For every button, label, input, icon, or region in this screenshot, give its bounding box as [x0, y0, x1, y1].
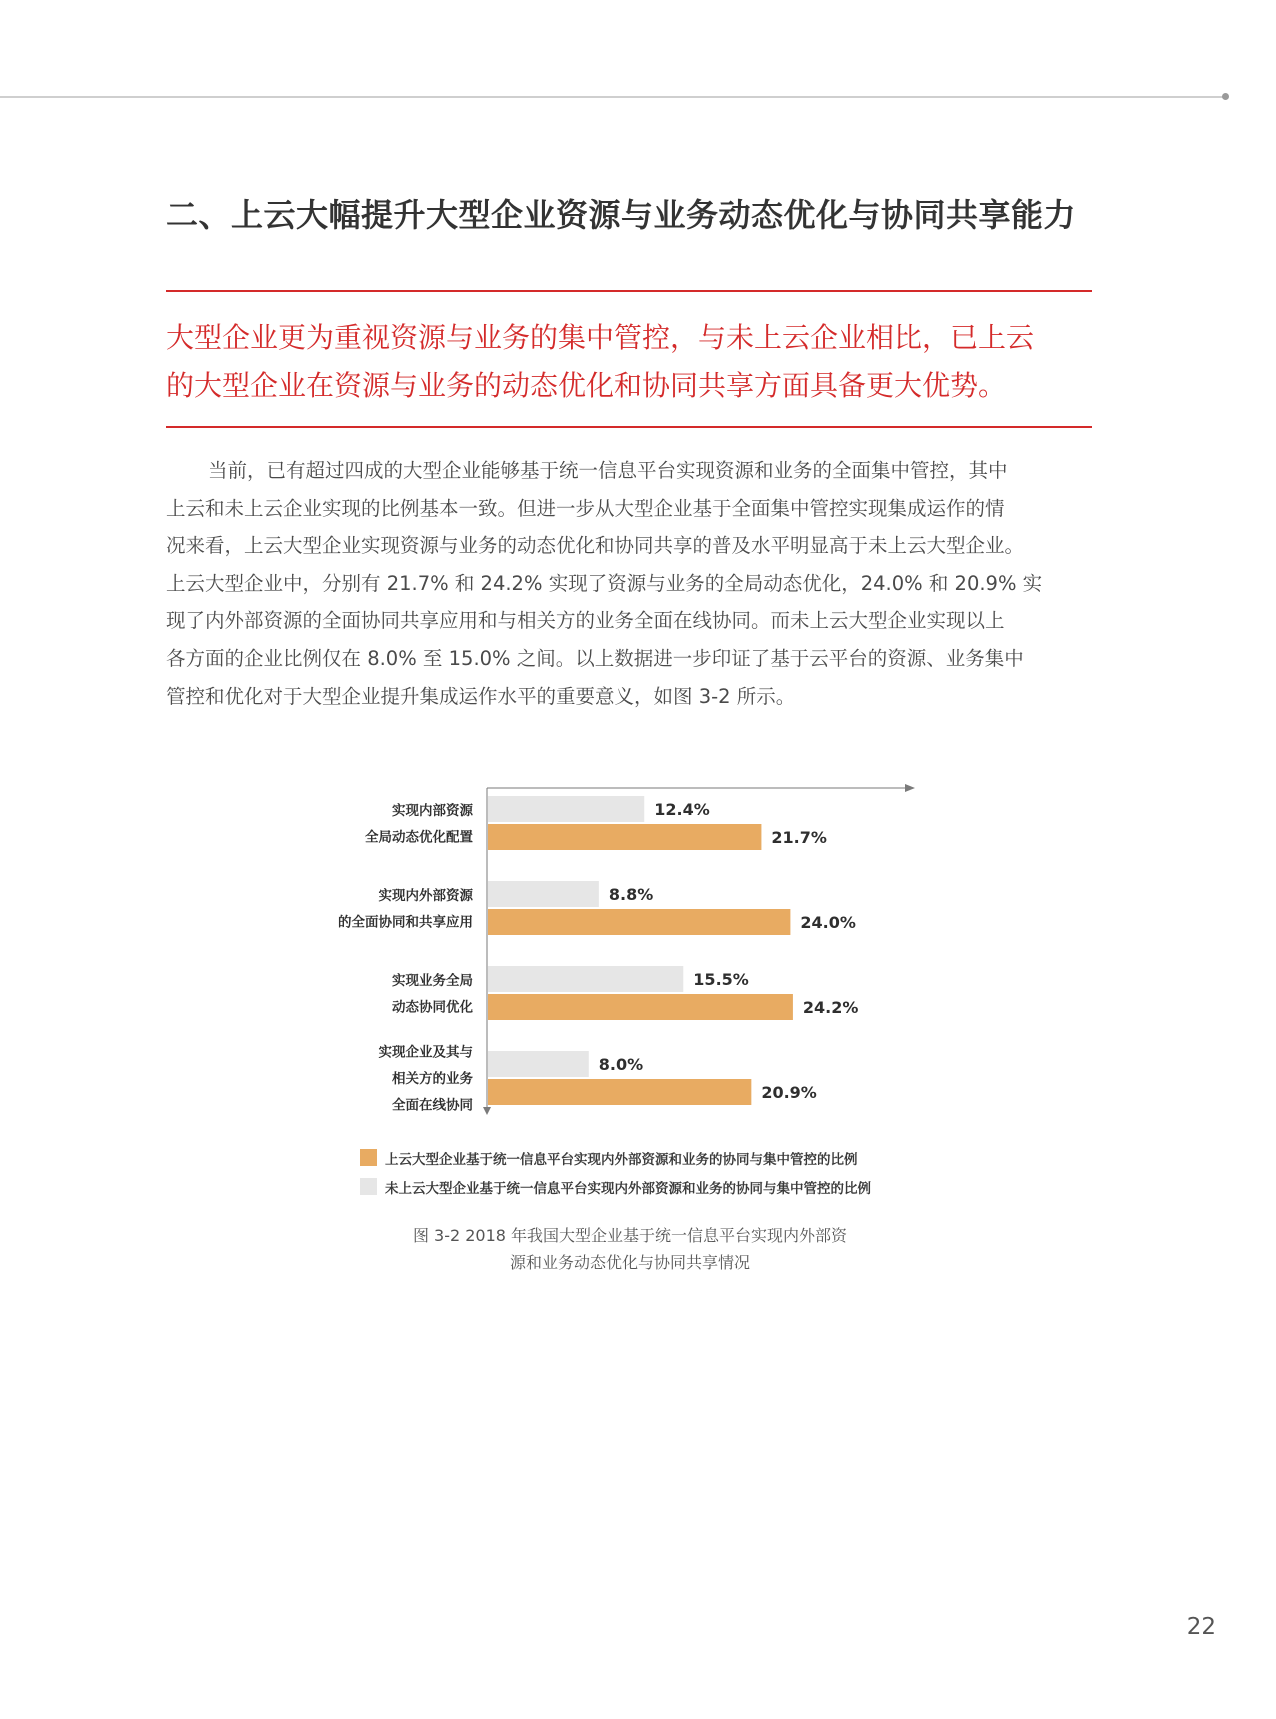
body-line: 当前，已有超过四成的大型企业能够基于统一信息平台实现资源和业务的全面集中管控，其中 [208, 459, 1008, 482]
legend-item-noncloud [360, 1172, 871, 1201]
legend-swatch-noncloud [360, 1178, 377, 1195]
body-line: 上云和未上云企业实现的比例基本一致。但进一步从大型企业基于全面集中管控实现集成运作的情 [166, 496, 1005, 520]
lead-paragraph [166, 314, 1096, 410]
legend-label-cloud: 上云大型企业基于统一信息平台实现内外部资源和业务的协同与集中管控的比例 [385, 1151, 858, 1168]
category-label: 实现业务全局 [392, 972, 473, 989]
data-label: 20.9% [761, 1083, 817, 1102]
lead-line: 大型企业更为重视资源与业务的集中管控，与未上云企业相比，已上云 [166, 321, 1035, 354]
legend-label-noncloud: 未上云大型企业基于统一信息平台实现内外部资源和业务的协同与集中管控的比例 [385, 1180, 871, 1197]
page-number: 22 [1186, 1614, 1216, 1640]
figure-caption [300, 1222, 960, 1276]
data-label: 24.2% [802, 998, 859, 1017]
bar-chart [300, 770, 940, 1130]
category-label: 的全面协同和共享应用 [338, 914, 473, 931]
legend-item-cloud [360, 1143, 871, 1172]
chart-legend [360, 1143, 871, 1201]
data-label: 8.8% [608, 885, 654, 904]
lead-line: 的大型企业在资源与业务的动态优化和协同共享方面具备更大优势。 [166, 369, 1007, 402]
bar-noncloud [488, 966, 683, 992]
bar-cloud [488, 994, 793, 1020]
data-label: 12.4% [654, 800, 710, 819]
y-axis-arrow [483, 1107, 491, 1115]
category-label: 全面在线协同 [392, 1097, 473, 1114]
header-rule [0, 96, 1226, 98]
bar-cloud [488, 1079, 751, 1105]
data-label: 15.5% [693, 970, 749, 989]
data-label: 24.0% [800, 913, 856, 932]
header-rule-dot [1222, 93, 1229, 100]
bar-noncloud [488, 881, 599, 907]
lead-top-rule [166, 290, 1092, 292]
bar-cloud [488, 824, 761, 850]
section-title: 二、上云大幅提升大型企业资源与业务动态优化与协同共享能力 [166, 196, 1077, 234]
legend-swatch-cloud [360, 1149, 377, 1166]
data-label: 21.7% [771, 828, 827, 847]
body-line: 现了内外部资源的全面协同共享应用和与相关方的业务全面在线协同。而未上云大型企业实现以上 [166, 609, 1005, 633]
x-axis-arrow [905, 784, 915, 792]
bar-cloud [488, 909, 790, 935]
category-label: 实现内部资源 [392, 802, 473, 819]
body-line: 上云大型企业中，分别有 21.7% 和 24.2% 实现了资源与业务的全局动态优化，24.0% 和 20.9% 实 [166, 571, 1043, 595]
body-line: 况来看，上云大型企业实现资源与业务的动态优化和协同共享的普及水平明显高于未上云大型企业。 [166, 534, 1025, 558]
category-label: 全局动态优化配置 [365, 829, 473, 846]
category-label: 实现内外部资源 [378, 887, 473, 904]
bar-noncloud [488, 796, 644, 822]
body-line: 管控和优化对于大型企业提升集成运作水平的重要意义，如图 3-2 所示。 [166, 684, 796, 708]
caption-line: 图 3-2 2018 年我国大型企业基于统一信息平台实现内外部资 [412, 1226, 848, 1245]
data-label: 8.0% [598, 1055, 644, 1074]
category-label: 实现企业及其与 [378, 1044, 473, 1061]
body-paragraph [166, 452, 1094, 715]
body-line: 各方面的企业比例仅在 8.0% 至 15.0% 之间。以上数据进一步印证了基于云平台的资源、业务集中 [166, 646, 1024, 670]
caption-line: 源和业务动态优化与协同共享情况 [509, 1253, 750, 1272]
category-label: 相关方的业务 [392, 1071, 473, 1087]
bar-noncloud [488, 1051, 589, 1077]
category-label: 动态协同优化 [392, 999, 473, 1016]
lead-bottom-rule [166, 426, 1092, 428]
